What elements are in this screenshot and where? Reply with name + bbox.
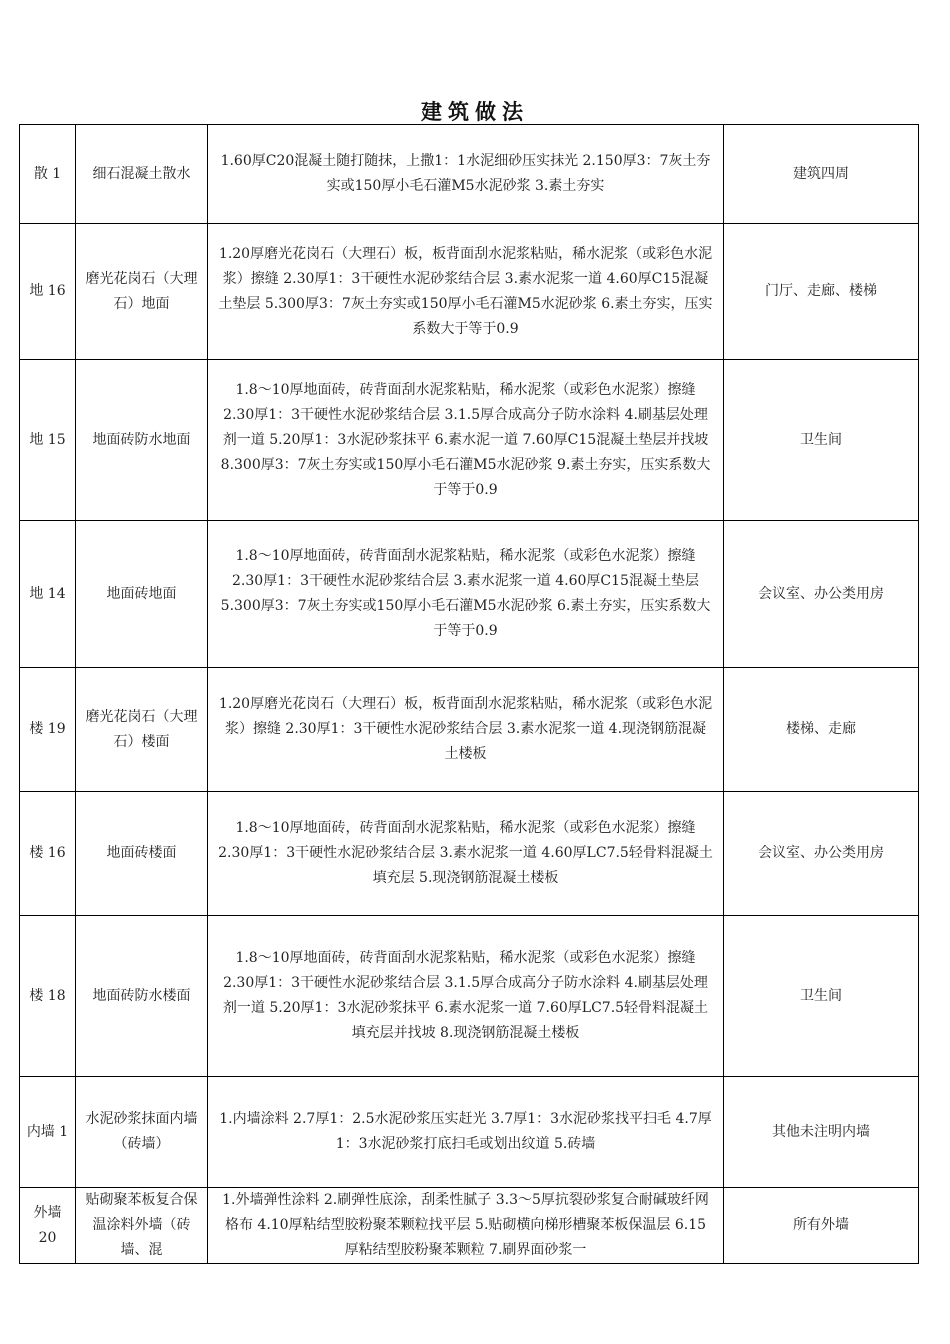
description-cell: 1.20厚磨光花岗石（大理石）板，板背面刮水泥浆粘贴，稀水泥浆（或彩色水泥浆）擦缝 2.30厚1：3干硬性水泥砂浆结合层 3.素水泥浆一道 4.现浇钢筋混凝土楼板	[208, 668, 724, 792]
name-text: 贴砌聚苯板复合保温涂料外墙（砖墙、混	[85, 1192, 198, 1258]
name-cell: 细石混凝土散水	[76, 125, 208, 224]
construction-spec-table	[19, 124, 919, 1264]
table-row	[20, 125, 919, 224]
location-cell: 卫生间	[724, 916, 919, 1077]
code-text: 外墙 20	[33, 1204, 62, 1246]
location-cell: 会议室、办公类用房	[724, 521, 919, 668]
table-row	[20, 521, 919, 668]
location-cell: 建筑四周	[724, 125, 919, 224]
name-cell	[76, 1188, 208, 1264]
name-cell: 地面砖防水楼面	[76, 916, 208, 1077]
code-cell	[20, 1188, 76, 1264]
code-cell: 地 16	[20, 224, 76, 360]
description-text: 1.外墙弹性涂料 2.刷弹性底涂，刮柔性腻子 3.3～5厚抗裂砂浆复合耐碱玻纤网格布 4.10厚粘结型胶粉聚苯颗粒找平层 5.贴砌横向梯形槽聚苯板保温层 6.15厚粘结型胶粉聚苯颗粒 7.刷界面砂浆一	[222, 1192, 709, 1258]
description-cell: 1.8～10厚地面砖，砖背面刮水泥浆粘贴，稀水泥浆（或彩色水泥浆）擦缝 2.30厚1：3干硬性水泥砂浆结合层 3.素水泥浆一道 4.60厚C15混凝土垫层 5.300厚3：7灰土夯实或150厚小毛石灌M5水泥砂浆 6.素土夯实，压实系数大于等于0.9	[208, 521, 724, 668]
name-cell: 磨光花岗石（大理石）地面	[76, 224, 208, 360]
description-cell: 1.8～10厚地面砖，砖背面刮水泥浆粘贴，稀水泥浆（或彩色水泥浆）擦缝 2.30厚1：3干硬性水泥砂浆结合层 3.素水泥浆一道 4.60厚LC7.5轻骨料混凝土填充层 5.现浇钢筋混凝土楼板	[208, 792, 724, 916]
location-cell: 楼梯、走廊	[724, 668, 919, 792]
description-cell: 1.60厚C20混凝土随打随抹，上撒1：1水泥细砂压实抹光 2.150厚3：7灰土夯实或150厚小毛石灌M5水泥砂浆 3.素土夯实	[208, 125, 724, 224]
location-cell: 会议室、办公类用房	[724, 792, 919, 916]
table-row	[20, 224, 919, 360]
location-cell: 门厅、走廊、楼梯	[724, 224, 919, 360]
table-row	[20, 668, 919, 792]
name-cell: 磨光花岗石（大理石）楼面	[76, 668, 208, 792]
page-title: 建筑做法	[421, 100, 529, 124]
code-cell: 地 15	[20, 360, 76, 521]
code-cell: 楼 19	[20, 668, 76, 792]
table-row	[20, 792, 919, 916]
table-row	[20, 916, 919, 1077]
table-row	[20, 360, 919, 521]
code-cell: 内墙 1	[20, 1077, 76, 1188]
location-cell: 所有外墙	[724, 1188, 919, 1264]
location-cell: 其他未注明内墙	[724, 1077, 919, 1188]
code-cell: 散 1	[20, 125, 76, 224]
description-cell: 1.内墙涂料 2.7厚1：2.5水泥砂浆压实赶光 3.7厚1：3水泥砂浆找平扫毛 4.7厚1：3水泥砂浆打底扫毛或划出纹道 5.砖墙	[208, 1077, 724, 1188]
code-cell: 地 14	[20, 521, 76, 668]
name-cell: 地面砖地面	[76, 521, 208, 668]
description-cell: 1.20厚磨光花岗石（大理石）板，板背面刮水泥浆粘贴，稀水泥浆（或彩色水泥浆）擦缝 2.30厚1：3干硬性水泥砂浆结合层 3.素水泥浆一道 4.60厚C15混凝土垫层 5.300厚3：7灰土夯实或150厚小毛石灌M5水泥砂浆 6.素土夯实，压实系数大于等于0.9	[208, 224, 724, 360]
name-cell: 地面砖楼面	[76, 792, 208, 916]
table-row	[20, 1188, 919, 1264]
description-cell: 1.8～10厚地面砖，砖背面刮水泥浆粘贴，稀水泥浆（或彩色水泥浆）擦缝 2.30厚1：3干硬性水泥砂浆结合层 3.1.5厚合成高分子防水涂料 4.刷基层处理剂一道 5.20厚1：3水泥砂浆抹平 6.素水泥一道 7.60厚C15混凝土垫层并找坡 8.300厚3：7灰土夯实或150厚小毛石灌M5水泥砂浆 9.素土夯实，压实系数大于等于0.9	[208, 360, 724, 521]
table-row	[20, 1077, 919, 1188]
location-cell: 卫生间	[724, 360, 919, 521]
code-cell: 楼 16	[20, 792, 76, 916]
name-cell: 水泥砂浆抹面内墙（砖墙）	[76, 1077, 208, 1188]
description-cell: 1.8～10厚地面砖，砖背面刮水泥浆粘贴，稀水泥浆（或彩色水泥浆）擦缝 2.30厚1：3干硬性水泥砂浆结合层 3.1.5厚合成高分子防水涂料 4.刷基层处理剂一道 5.20厚1：3水泥砂浆抹平 6.素水泥浆一道 7.60厚LC7.5轻骨料混凝土填充层并找坡 8.现浇钢筋混凝土楼板	[208, 916, 724, 1077]
description-cell	[208, 1188, 724, 1264]
code-cell: 楼 18	[20, 916, 76, 1077]
name-cell: 地面砖防水地面	[76, 360, 208, 521]
